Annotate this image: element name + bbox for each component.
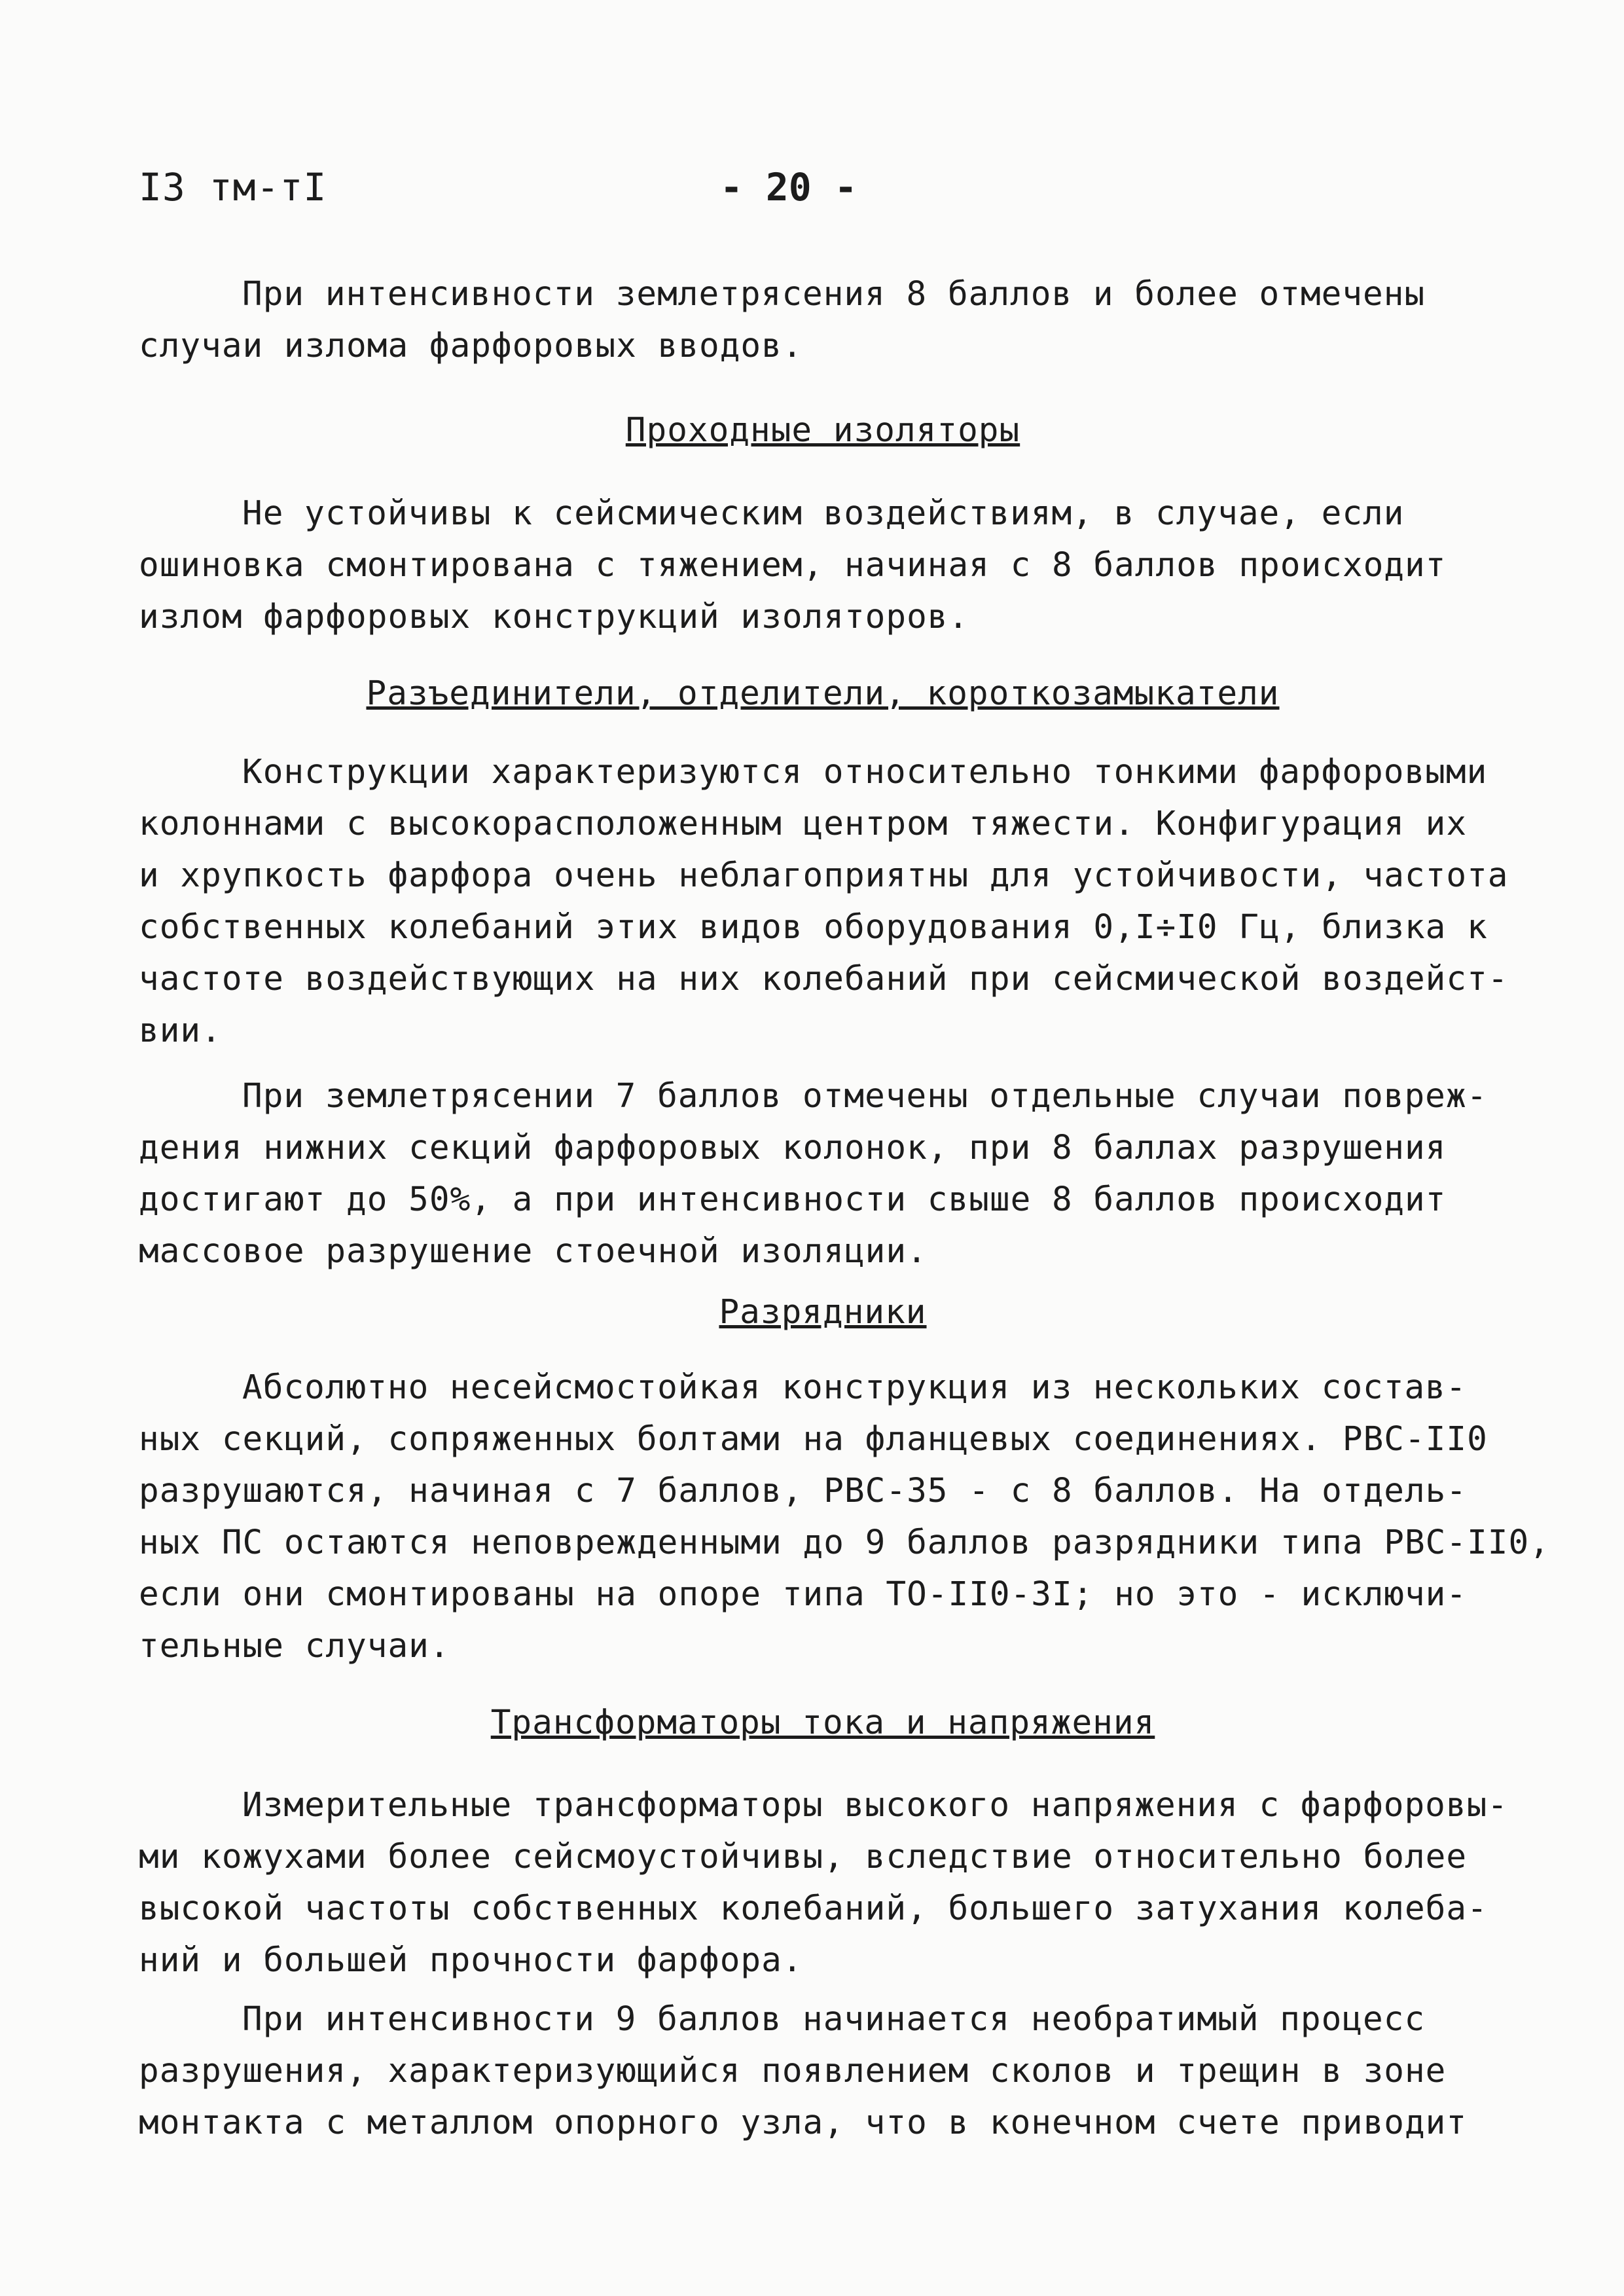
heading-arresters: Разрядники [719,1293,927,1332]
text-line: собственных колебаний этих видов оборудования 0,I÷I0 Гц, близка к [139,908,1488,947]
text-line: если они смонтированы на опоре типа ТО-II0-3I; но это - исключи- [139,1575,1468,1614]
text-line: достигают до 50%, а при интенсивности свыше 8 баллов происходит [139,1180,1447,1219]
text-line: излом фарфоровых конструкций изоляторов. [139,598,969,636]
text-line: Абсолютно несейсмостойкая конструкция из нескольких состав- [242,1368,1467,1407]
paragraph-arresters [139,1362,1550,1672]
text-line: случаи излома фарфоровых вводов. [139,327,803,365]
text-line: и хрупкость фарфора очень неблагоприятны для устойчивости, частота [139,856,1509,895]
text-line: ошиновка смонтирована с тяжением, начиная с 8 баллов происходит [139,546,1447,585]
text-line: разрушаются, начиная с 7 баллов, РВС-35 - с 8 баллов. На отдель- [139,1472,1468,1510]
heading-transformers: Трансформаторы тока и напряжения [490,1704,1155,1742]
text-line: ных ПС остаются неповрежденными до 9 баллов разрядники типа РВС-II0, [139,1523,1550,1562]
text-line: тельные случаи. [139,1627,450,1666]
text-line: разрушения, характеризующийся появлением сколов и трещин в зоне [139,2052,1447,2090]
text-line: Не устойчивы к сейсмическим воздействиям, в случае, если [242,494,1405,533]
document-code: I3 тм-тI [139,165,327,210]
text-line: дения нижних секций фарфоровых колонок, при 8 баллах разрушения [139,1129,1447,1167]
text-line: При интенсивности 9 баллов начинается необратимый процесс [242,2000,1426,2039]
text-line: При землетрясении 7 баллов отмечены отдельные случаи повреж- [242,1077,1488,1116]
paragraph-intro [139,268,1507,372]
text-line: ний и большей прочности фарфора. [139,1941,803,1980]
text-line: Конструкции характеризуются относительно тонкими фарфоровыми [242,753,1488,792]
text-line: высокой частоты собственных колебаний, большего затухания колеба- [139,1889,1488,1928]
text-line: ми кожухами более сейсмоустойчивы, вследствие относительно более [139,1838,1468,1876]
paragraph-disconnectors [139,746,1507,1057]
text-line: Измерительные трансформаторы высокого напряжения с фарфоровы- [242,1786,1508,1825]
text-line: массовое разрушение стоечной изоляции. [139,1232,928,1271]
text-line: частоте воздействующих на них колебаний при сейсмической воздейст- [139,960,1509,998]
text-line: монтакта с металлом опорного узла, что в конечном счете приводит [139,2104,1468,2142]
text-line: вии. [139,1011,222,1050]
paragraph-destruction [139,1994,1507,2149]
text-line: При интенсивности землетрясения 8 баллов и более отмечены [242,275,1426,314]
text-line: колоннами с высокорасположенным центром тяжести. Конфигурация их [139,805,1468,843]
text-line: ных секций, сопряженных болтами на фланцевых соединениях. РВС-II0 [139,1420,1488,1459]
paragraph-transformers [139,1779,1507,1986]
paragraph-earthquake-damage [139,1070,1507,1277]
page-number: - 20 - [720,165,857,210]
heading-disconnectors: Разъединители, отделители, короткозамыкатели [366,674,1280,713]
heading-bushing-insulators: Проходные изоляторы [625,411,1020,450]
paragraph-bushing-insulators [139,488,1507,643]
